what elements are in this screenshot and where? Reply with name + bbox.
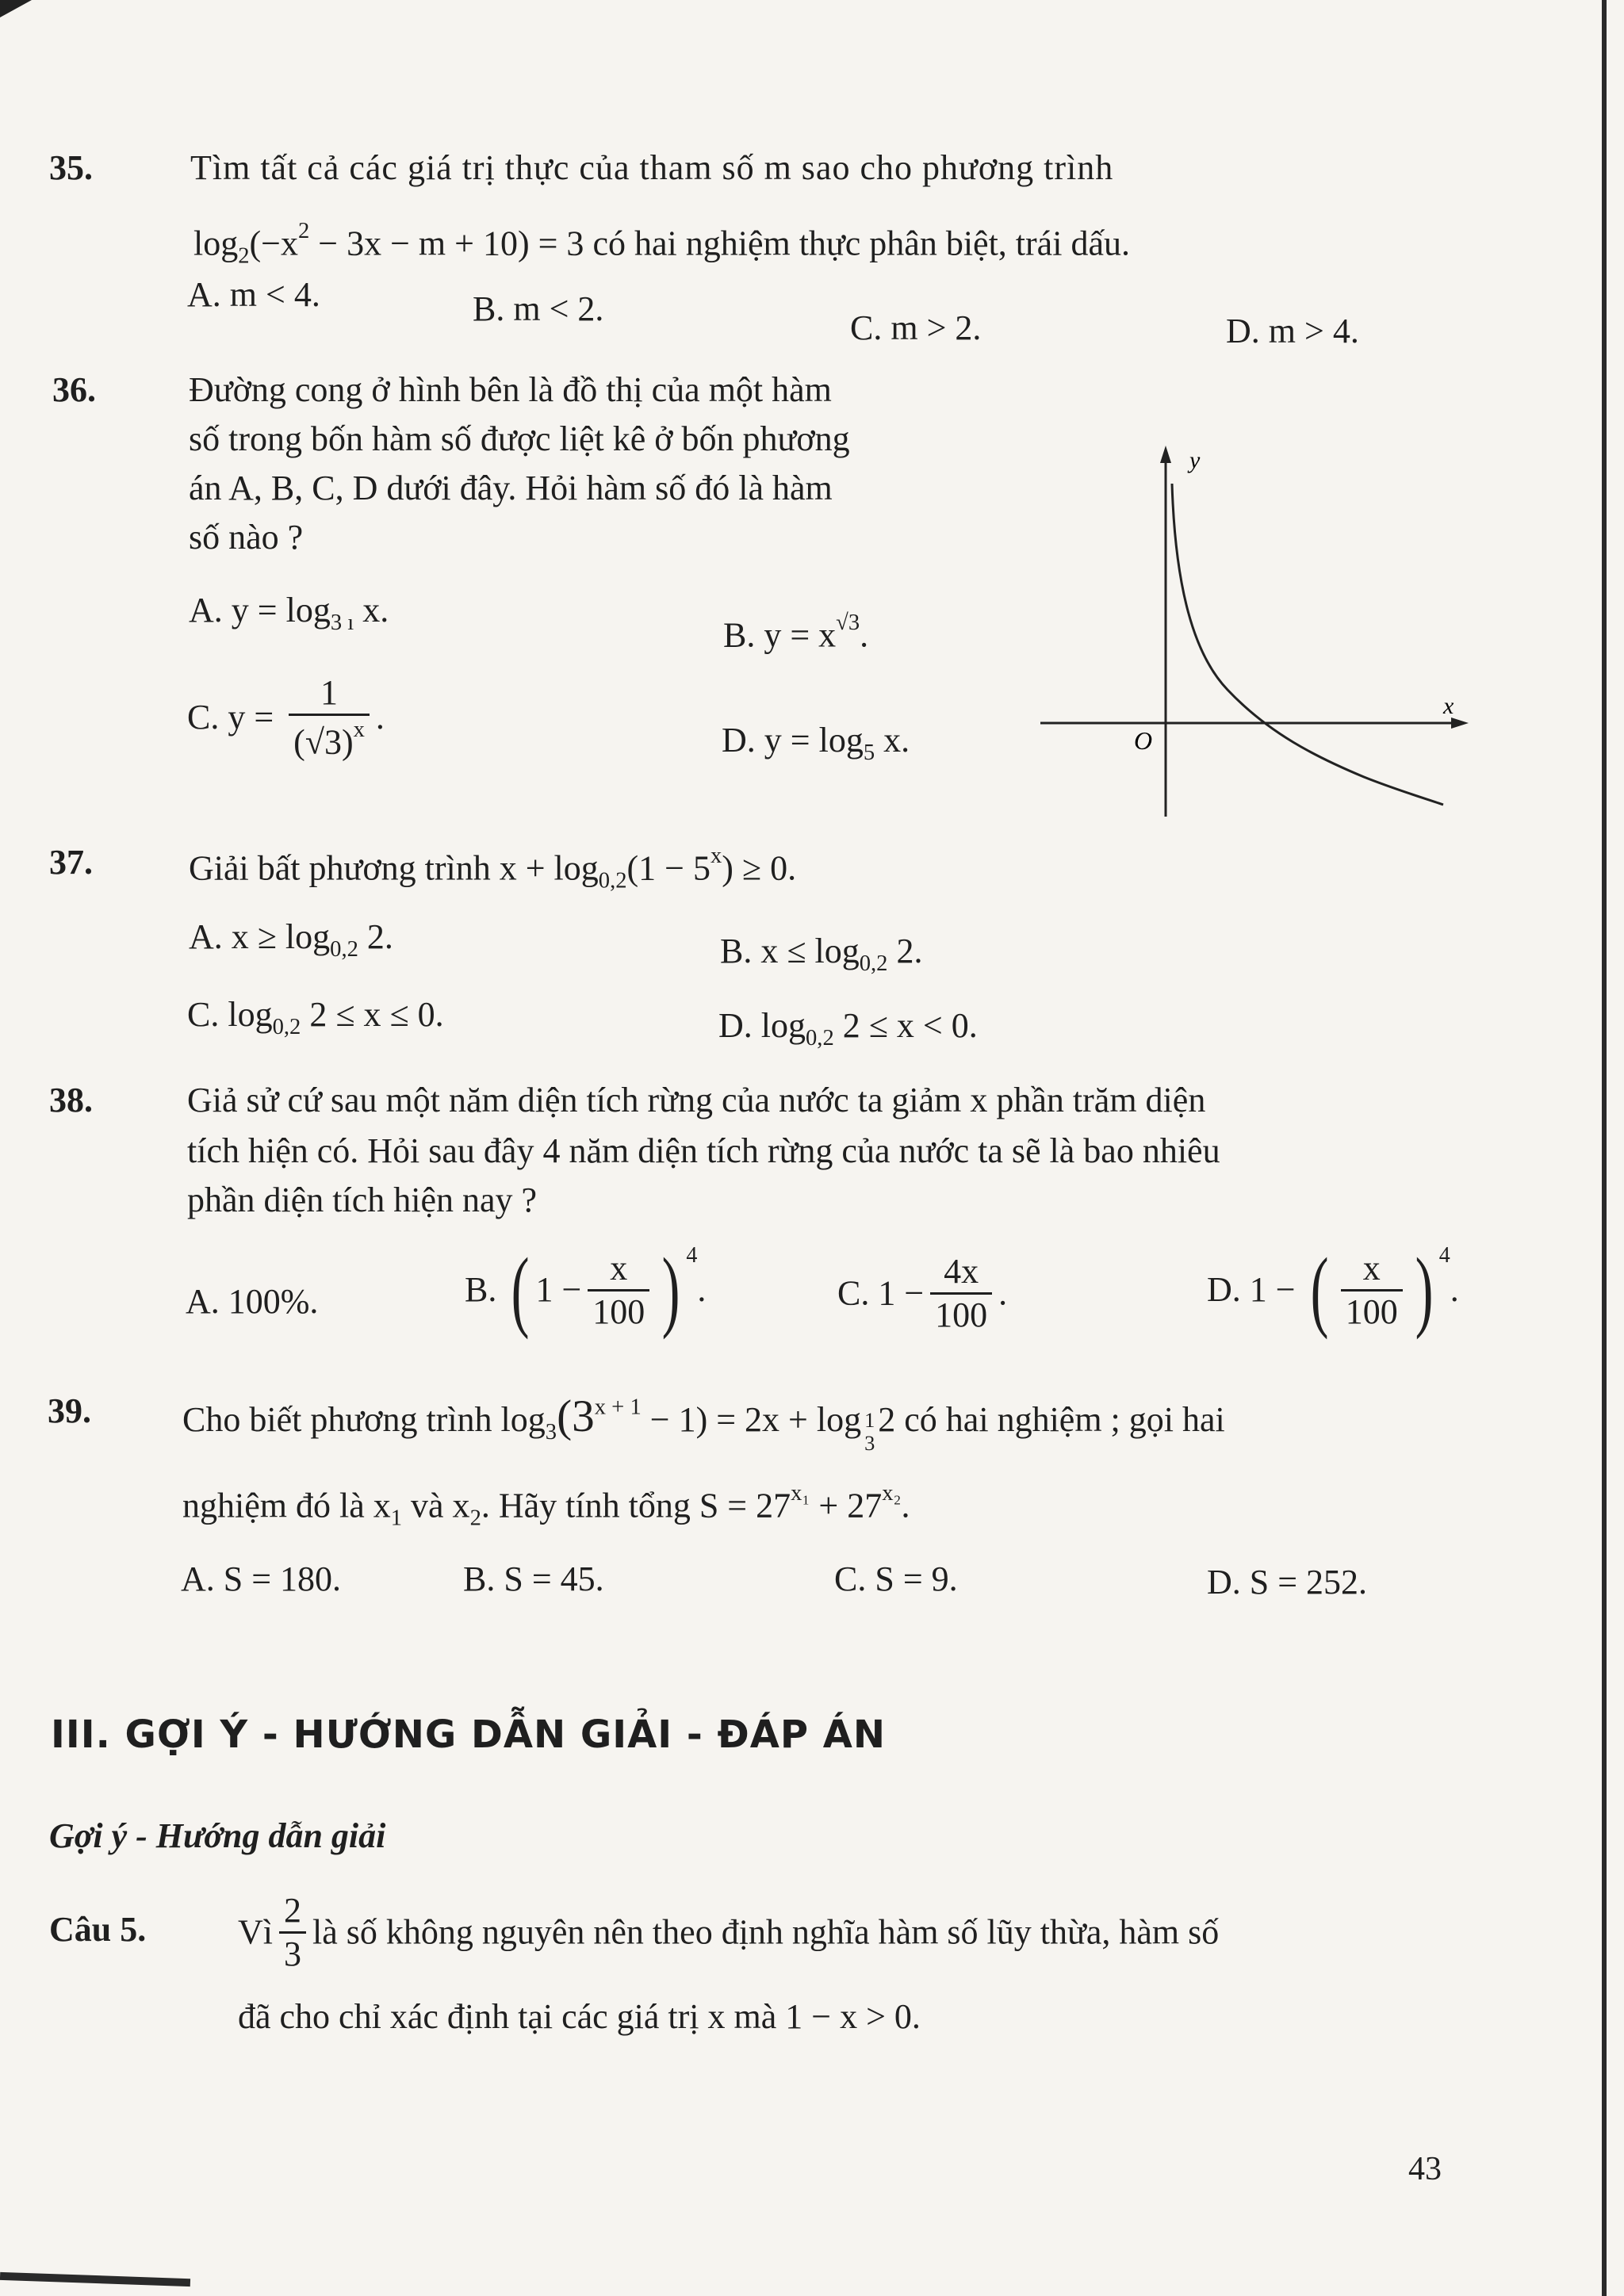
question-36	[52, 370, 96, 409]
solution-text: Vì $\frac{2}{3}$ là số không nguyên nên theo định nghĩa hàm số lũy thừa, hàm số	[238, 1891, 1220, 1973]
answer-option: A. $x \ge \log_{0,2} 2$.	[189, 917, 393, 962]
answer-option: C. y = $\frac{1}{(√3)^x}$ .	[187, 673, 385, 762]
answer-option: B. S = 45.	[463, 1559, 604, 1598]
question-39	[48, 1391, 91, 1430]
origin-label: O	[1134, 726, 1153, 755]
answer-option: D. 1 − ( $\frac{x}{100}$ ) $^4$.	[1207, 1239, 1459, 1340]
answer-option: A. S = 180.	[181, 1559, 342, 1598]
question-38	[49, 1083, 93, 1118]
answer-option: A. m < 4.	[187, 275, 320, 314]
scan-bottom-mark	[0, 2272, 190, 2286]
page-number: 43	[1408, 2151, 1442, 2187]
question-37	[49, 845, 93, 880]
question-text: Giả sử cứ sau một năm diện tích rừng của nước ta giảm x phần trăm diện	[187, 1081, 1206, 1119]
question-text: án A, B, C, D dưới đây. Hỏi hàm số đó là hàm	[189, 469, 833, 507]
question-text: Đường cong ở hình bên là đồ thị của một hàm	[189, 370, 832, 409]
question-text: số trong bốn hàm số được liệt kê ở bốn phương	[189, 419, 850, 458]
solution-text: đã cho chỉ xác định tại các giá trị x mà 1 − x > 0.	[238, 1997, 921, 2036]
question-text: số nào ?	[189, 518, 304, 557]
subheading: Gợi ý - Hướng dẫn giải	[49, 1816, 386, 1855]
fraction: $\frac{1}{(√3)^x}$	[289, 675, 370, 760]
fraction: $\frac{4x}{100}$	[930, 1254, 992, 1333]
section-title: III. GỢI Ý - HƯỚNG DẪN GIẢI - ĐÁP ÁN	[51, 1712, 887, 1757]
function-graph	[1031, 444, 1475, 825]
answer-option: B. $x \le \log_{0,2} 2$.	[720, 932, 923, 976]
fraction: $\frac{x}{100}$	[588, 1251, 649, 1330]
fraction: $\frac{2}{3}$	[279, 1893, 306, 1972]
answer-option: D. S = 252.	[1207, 1563, 1368, 1601]
question-35	[49, 148, 93, 187]
answer-option: C. 1 − $\frac{4x}{100}$ .	[837, 1252, 1008, 1334]
question-text: tích hiện có. Hỏi sau đây 4 năm diện tích rừng của nước ta sẽ là bao nhiêu	[187, 1131, 1220, 1170]
answer-option: D. m > 4.	[1226, 312, 1359, 350]
answer-option: C. $\log_{0,2} 2 \le x \le 0$.	[187, 995, 444, 1039]
answer-option: B. m < 2.	[473, 289, 604, 328]
question-text: Giải bất phương trình $x + \log_{0,2}(1 - 5^x) \ge 0$.	[189, 844, 797, 894]
x-axis-arrow	[1451, 718, 1469, 729]
question-text: Cho biết phương trình $\log_3(3^{x + 1} - 1) = 2x + \log$ 1 3 2 có hai nghiệm ; gọi hai	[182, 1391, 1225, 1455]
y-axis-label: y	[1189, 447, 1201, 473]
question-number: 36.	[52, 370, 96, 409]
question-equation: $\log_2(-x^2 - 3x - m + 10) = 3$ có hai nghiệm thực phân biệt, trái dấu.	[193, 219, 1130, 269]
solution-label: Câu 5.	[49, 1910, 147, 1949]
answer-option: D. $y = \log_5 x$.	[722, 721, 910, 765]
answer-option: B. ( 1 − $\frac{x}{100}$ ) $^4$.	[465, 1239, 707, 1340]
function-curve	[1172, 484, 1443, 805]
answer-option: C. m > 2.	[850, 308, 982, 347]
question-number: 39.	[48, 1391, 91, 1430]
scan-right-edge	[1602, 0, 1607, 2296]
log-base-fraction: 1 3	[864, 1407, 875, 1455]
question-text: nghiệm đó là $x_1$ và $x_2$. Hãy tính tổng $S = 27^{x_1} + 27^{x_2}$.	[182, 1481, 910, 1531]
scan-corner-mark	[0, 0, 32, 17]
answer-option: C. S = 9.	[834, 1559, 958, 1598]
x-axis-label: x	[1443, 693, 1454, 719]
question-number: 35.	[49, 148, 93, 187]
answer-option: B. $y = x^{√3}$.	[723, 610, 869, 655]
y-axis-arrow	[1160, 446, 1171, 463]
fraction: $\frac{x}{100}$	[1341, 1251, 1403, 1330]
question-text: Tìm tất cả các giá trị thực của tham số m sao cho phương trình	[190, 148, 1114, 187]
answer-option: A. $y = \log_{3 ı} x$.	[189, 591, 389, 635]
answer-option: D. $\log_{0,2} 2 \le x < 0$.	[718, 1006, 978, 1050]
question-number: 37.	[49, 843, 93, 882]
question-text: phần diện tích hiện nay ?	[187, 1181, 538, 1219]
question-number: 38.	[49, 1081, 93, 1119]
answer-option: A. 100%.	[186, 1282, 319, 1321]
